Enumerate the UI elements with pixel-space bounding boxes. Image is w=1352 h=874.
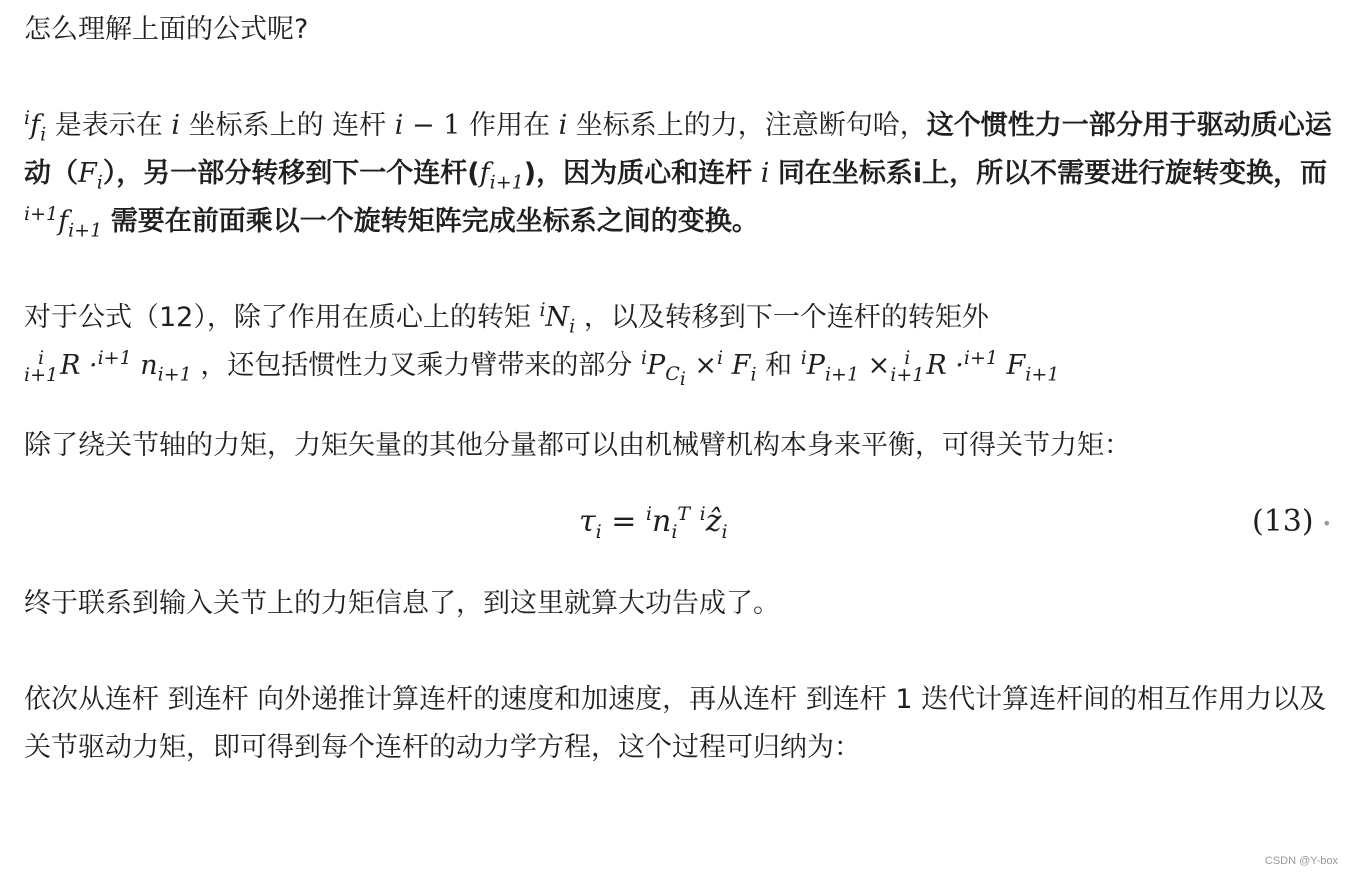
torque-explanation-paragraph: 对于公式（12），除了作用在质心上的转矩 $^iN_i$ ，以及转移到下一个连杆的转矩外 i i+1 R ·$^{i+1}$ $n_{i+1}$ ，还包括惯性力叉乘力臂带来的部分 $^iP_{C_i} \times^i$ $F_i$ 和 $^iP_{i+1}$ × i i+1 R ·$^{i+1}$ $F_{i+1}$	[24, 299, 1060, 391]
bold-highlight-1: 这个惯性力一部分用于驱动质心运动（	[24, 110, 1332, 189]
math-inline-Ni: $^iN_i$	[539, 299, 576, 338]
recursion-summary-paragraph: 依次从连杆 到连杆 向外递推计算连杆的速度和加速度，再从连杆 到连杆 1 迭代计算连杆间的相互作用力以及关节驱动力矩，即可得到每个连杆的动力学方程，这个过程可归纳为：	[24, 684, 1327, 763]
joint-torque-intro-paragraph: 除了绕关节轴的力矩，力矩矢量的其他分量都可以由机械臂机构本身来平衡，可得关节力矩：	[24, 430, 1131, 461]
equation-number: (13)	[1252, 504, 1314, 539]
math-inline-fi: $^if_i$	[24, 107, 47, 146]
math-rotation-index: i i+1	[24, 346, 59, 386]
question-paragraph: 怎么理解上面的公式呢?	[24, 14, 309, 45]
math-inline-R-n: R ·$^{i+1}$ $n_{i+1}$	[60, 347, 192, 386]
math-inline-f-i-plus-1: $f_{i+1}$	[479, 158, 524, 194]
math-inline-Fi: $F_i$	[78, 158, 103, 194]
article-body	[24, 6, 1334, 772]
math-inline-PC-cross-F: $^iP_{C_i} \times^i$ $F_i$	[640, 347, 757, 391]
math-inline-rotated-force: $^{i+1}f_{i+1}$	[24, 203, 103, 242]
math-inline-i-minus-1: i − 1	[394, 110, 461, 141]
equation-13	[24, 470, 1334, 580]
csdn-watermark: CSDN @Y-box	[1264, 855, 1338, 867]
equation-anchor-mark: •	[1322, 514, 1332, 533]
math-inline-P-cross-RF: $^iP_{i+1}$ ×	[800, 347, 891, 386]
equation-body: $\tau_i = ^in_i^T$ $^i$ẑ$_i$	[579, 503, 728, 543]
conclusion-paragraph: 终于联系到输入关节上的力矩信息了，到这里就算大功告成了。	[24, 588, 780, 619]
force-explanation-paragraph: $^if_i$ 是表示在 i 坐标系上的 连杆 i − 1 作用在 i 坐标系上的力，注意断句哈，这个惯性力一部分用于驱动质心运动$(F_i)$，另一部分转移到下一个连杆$(f_{i+1})$，因为质心和连杆 i 同在坐标系i上，所以不需要进行旋转变换，而 $^{i+1}f_{i+1}$ 需要在前面乘以一个旋转矩阵完成坐标系之间的变换。	[24, 107, 1332, 242]
